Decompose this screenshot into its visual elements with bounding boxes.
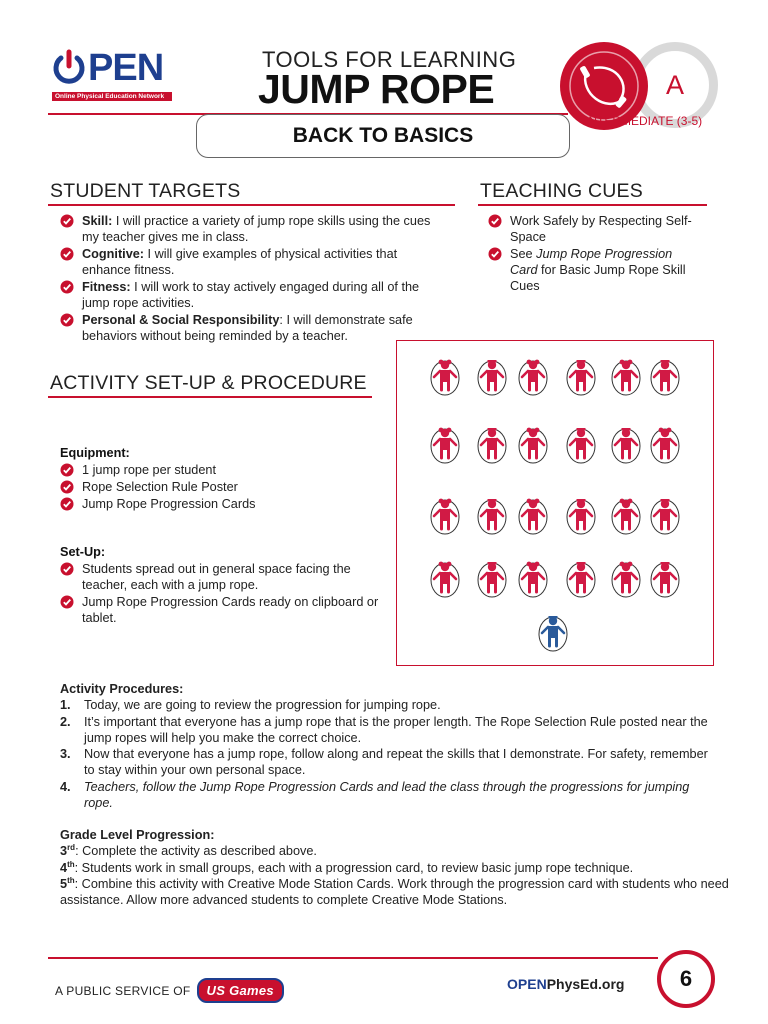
url-suffix: PhysEd.org <box>546 976 625 992</box>
grade-level-label: INTERMEDIATE (3-5) <box>585 114 703 128</box>
open-logo <box>52 46 174 101</box>
list-item <box>60 213 440 245</box>
step-text: Today, we are going to review the progression for jumping rope. <box>84 698 441 713</box>
url-prefix: OPEN <box>507 976 547 992</box>
procedures-list <box>60 697 720 811</box>
grade-number: 5 <box>60 876 68 891</box>
logo-tagline: Online Physical Education Network <box>52 92 172 101</box>
step-text: Teachers, follow the Jump Rope Progression Cards and lead the class through the progressions for jumping rope. <box>84 779 690 811</box>
setup-text: Jump Rope Progression Cards ready on clipboard or tablet. <box>82 595 379 625</box>
student-jump-rope-icon <box>429 496 461 536</box>
step-number: 4. <box>60 779 71 794</box>
list-item <box>60 746 720 779</box>
student-jump-rope-icon <box>476 559 508 599</box>
lesson-title: BACK TO BASICS <box>196 114 570 158</box>
grade-item <box>60 843 730 859</box>
public-service-credit <box>55 978 284 1003</box>
step-number: 1. <box>60 698 71 713</box>
list-item <box>60 479 390 495</box>
equipment-list <box>60 462 390 512</box>
check-icon <box>60 280 74 294</box>
target-text: I will practice a variety of jump rope skills using the cues my teacher gives me in class. <box>82 214 431 244</box>
check-icon <box>488 214 502 228</box>
target-text: I will work to stay actively engaged during all of the jump rope activities. <box>82 280 420 310</box>
list-item <box>60 594 390 626</box>
student-targets-heading: STUDENT TARGETS <box>50 180 241 202</box>
page-number: 6 <box>657 950 715 1008</box>
list-item <box>488 213 703 245</box>
list-item <box>60 462 390 478</box>
level-letter: A <box>665 69 684 100</box>
check-icon <box>60 497 74 511</box>
student-jump-rope-icon <box>517 496 549 536</box>
student-jump-rope-icon <box>565 357 597 397</box>
grade-number: 3 <box>60 844 68 859</box>
student-jump-rope-icon <box>610 357 642 397</box>
check-icon <box>60 595 74 609</box>
website-url[interactable] <box>507 976 624 992</box>
check-icon <box>60 247 74 261</box>
check-icon <box>60 463 74 477</box>
setup-heading: Set-Up: <box>60 545 106 559</box>
equipment-heading: Equipment: <box>60 446 130 460</box>
grade-heading: Grade Level Progression: <box>60 828 215 842</box>
cue-text-post: for Basic Jump Rope Skill Cues <box>510 263 686 293</box>
check-icon <box>488 247 502 261</box>
grade-text: : Combine this activity with Creative Mode Station Cards. Work through the progression card with students who need assistance. Allow more advanced students to complete Creative Mode Stations. <box>60 876 729 908</box>
activity-procedures <box>60 681 720 811</box>
power-icon <box>52 49 86 87</box>
us-games-logo: US Games <box>197 978 284 1003</box>
grade-suffix: rd <box>67 843 76 853</box>
equipment-text: Rope Selection Rule Poster <box>82 480 238 494</box>
student-jump-rope-icon <box>649 357 681 397</box>
grade-text: : Students work in small groups, each with a progression card, to review basic jump rope technique. <box>74 860 634 875</box>
footer-divider <box>48 957 658 959</box>
student-jump-rope-icon <box>610 425 642 465</box>
step-number: 3. <box>60 747 71 762</box>
grade-item <box>60 860 730 876</box>
student-jump-rope-icon <box>476 496 508 536</box>
student-jump-rope-icon <box>429 357 461 397</box>
step-number: 2. <box>60 714 71 729</box>
student-jump-rope-icon <box>565 559 597 599</box>
section-divider <box>48 204 455 206</box>
student-targets-list <box>60 213 440 344</box>
cue-card-reference: Jump Rope Progression Card <box>510 247 673 277</box>
student-jump-rope-icon <box>476 357 508 397</box>
teaching-cues-heading: TEACHING CUES <box>480 180 643 202</box>
student-jump-rope-icon <box>610 559 642 599</box>
target-text: I will give examples of physical activities that enhance fitness. <box>82 247 398 277</box>
grade-item <box>60 876 730 909</box>
equipment-text: 1 jump rope per student <box>82 463 217 477</box>
grade-level-progression <box>60 827 730 908</box>
target-label: Personal & Social Responsibility <box>82 313 280 327</box>
student-jump-rope-icon <box>517 357 549 397</box>
cue-text: Work Safely by Respecting Self-Space <box>510 214 692 244</box>
list-item <box>60 561 390 593</box>
check-icon <box>60 214 74 228</box>
section-divider <box>478 204 707 206</box>
list-item <box>60 697 720 713</box>
target-label: Fitness: <box>82 280 131 294</box>
grade-suffix: th <box>67 859 75 869</box>
student-jump-rope-icon <box>649 496 681 536</box>
logo-word: PEN <box>88 47 164 89</box>
activity-diagram <box>396 340 714 666</box>
teaching-cues-list <box>488 213 703 294</box>
check-icon <box>60 562 74 576</box>
check-icon <box>60 480 74 494</box>
student-jump-rope-icon <box>429 559 461 599</box>
list-item <box>60 246 440 278</box>
list-item <box>60 714 720 747</box>
grade-text: : Complete the activity as described above. <box>75 844 317 859</box>
list-item <box>488 246 703 294</box>
cue-text-pre: See <box>510 247 537 261</box>
list-item <box>60 279 440 311</box>
teacher-jump-rope-icon <box>537 613 569 653</box>
student-jump-rope-icon <box>429 425 461 465</box>
student-jump-rope-icon <box>649 559 681 599</box>
target-label: Skill: <box>82 214 113 228</box>
setup-list <box>60 561 390 626</box>
student-jump-rope-icon <box>565 425 597 465</box>
activity-setup-heading: ACTIVITY SET-UP & PROCEDURE <box>50 372 367 394</box>
series-title: TOOLS FOR LEARNING <box>262 47 517 72</box>
student-jump-rope-icon <box>476 425 508 465</box>
student-jump-rope-icon <box>565 496 597 536</box>
check-icon <box>60 313 74 327</box>
page-title: JUMP ROPE <box>258 66 495 112</box>
equipment-text: Jump Rope Progression Cards <box>82 497 256 511</box>
target-label: Cognitive: <box>82 247 145 261</box>
student-jump-rope-icon <box>517 425 549 465</box>
grade-number: 4 <box>60 860 68 875</box>
student-jump-rope-icon <box>649 425 681 465</box>
student-jump-rope-icon <box>517 559 549 599</box>
student-jump-rope-icon <box>610 496 642 536</box>
grade-suffix: th <box>67 875 75 885</box>
setup-text: Students spread out in general space facing the teacher, each with a jump rope. <box>82 562 351 592</box>
public-service-text: A PUBLIC SERVICE OF <box>55 983 191 998</box>
section-divider <box>48 396 372 398</box>
list-item <box>60 779 720 812</box>
list-item <box>60 496 390 512</box>
step-text: Now that everyone has a jump rope, follow along and repeat the skills that I demonstrate. For safety, remember to stay within your own personal space. <box>84 747 708 778</box>
procedures-heading: Activity Procedures: <box>60 682 184 696</box>
list-item <box>60 312 440 344</box>
target-text: : I will demonstrate safe behaviors without being reminded by a teacher. <box>82 313 413 343</box>
step-text: It’s important that everyone has a jump rope that is the proper length. The Rope Selection Rule posted near the jump ropes will help you make the correct choice. <box>84 714 708 745</box>
